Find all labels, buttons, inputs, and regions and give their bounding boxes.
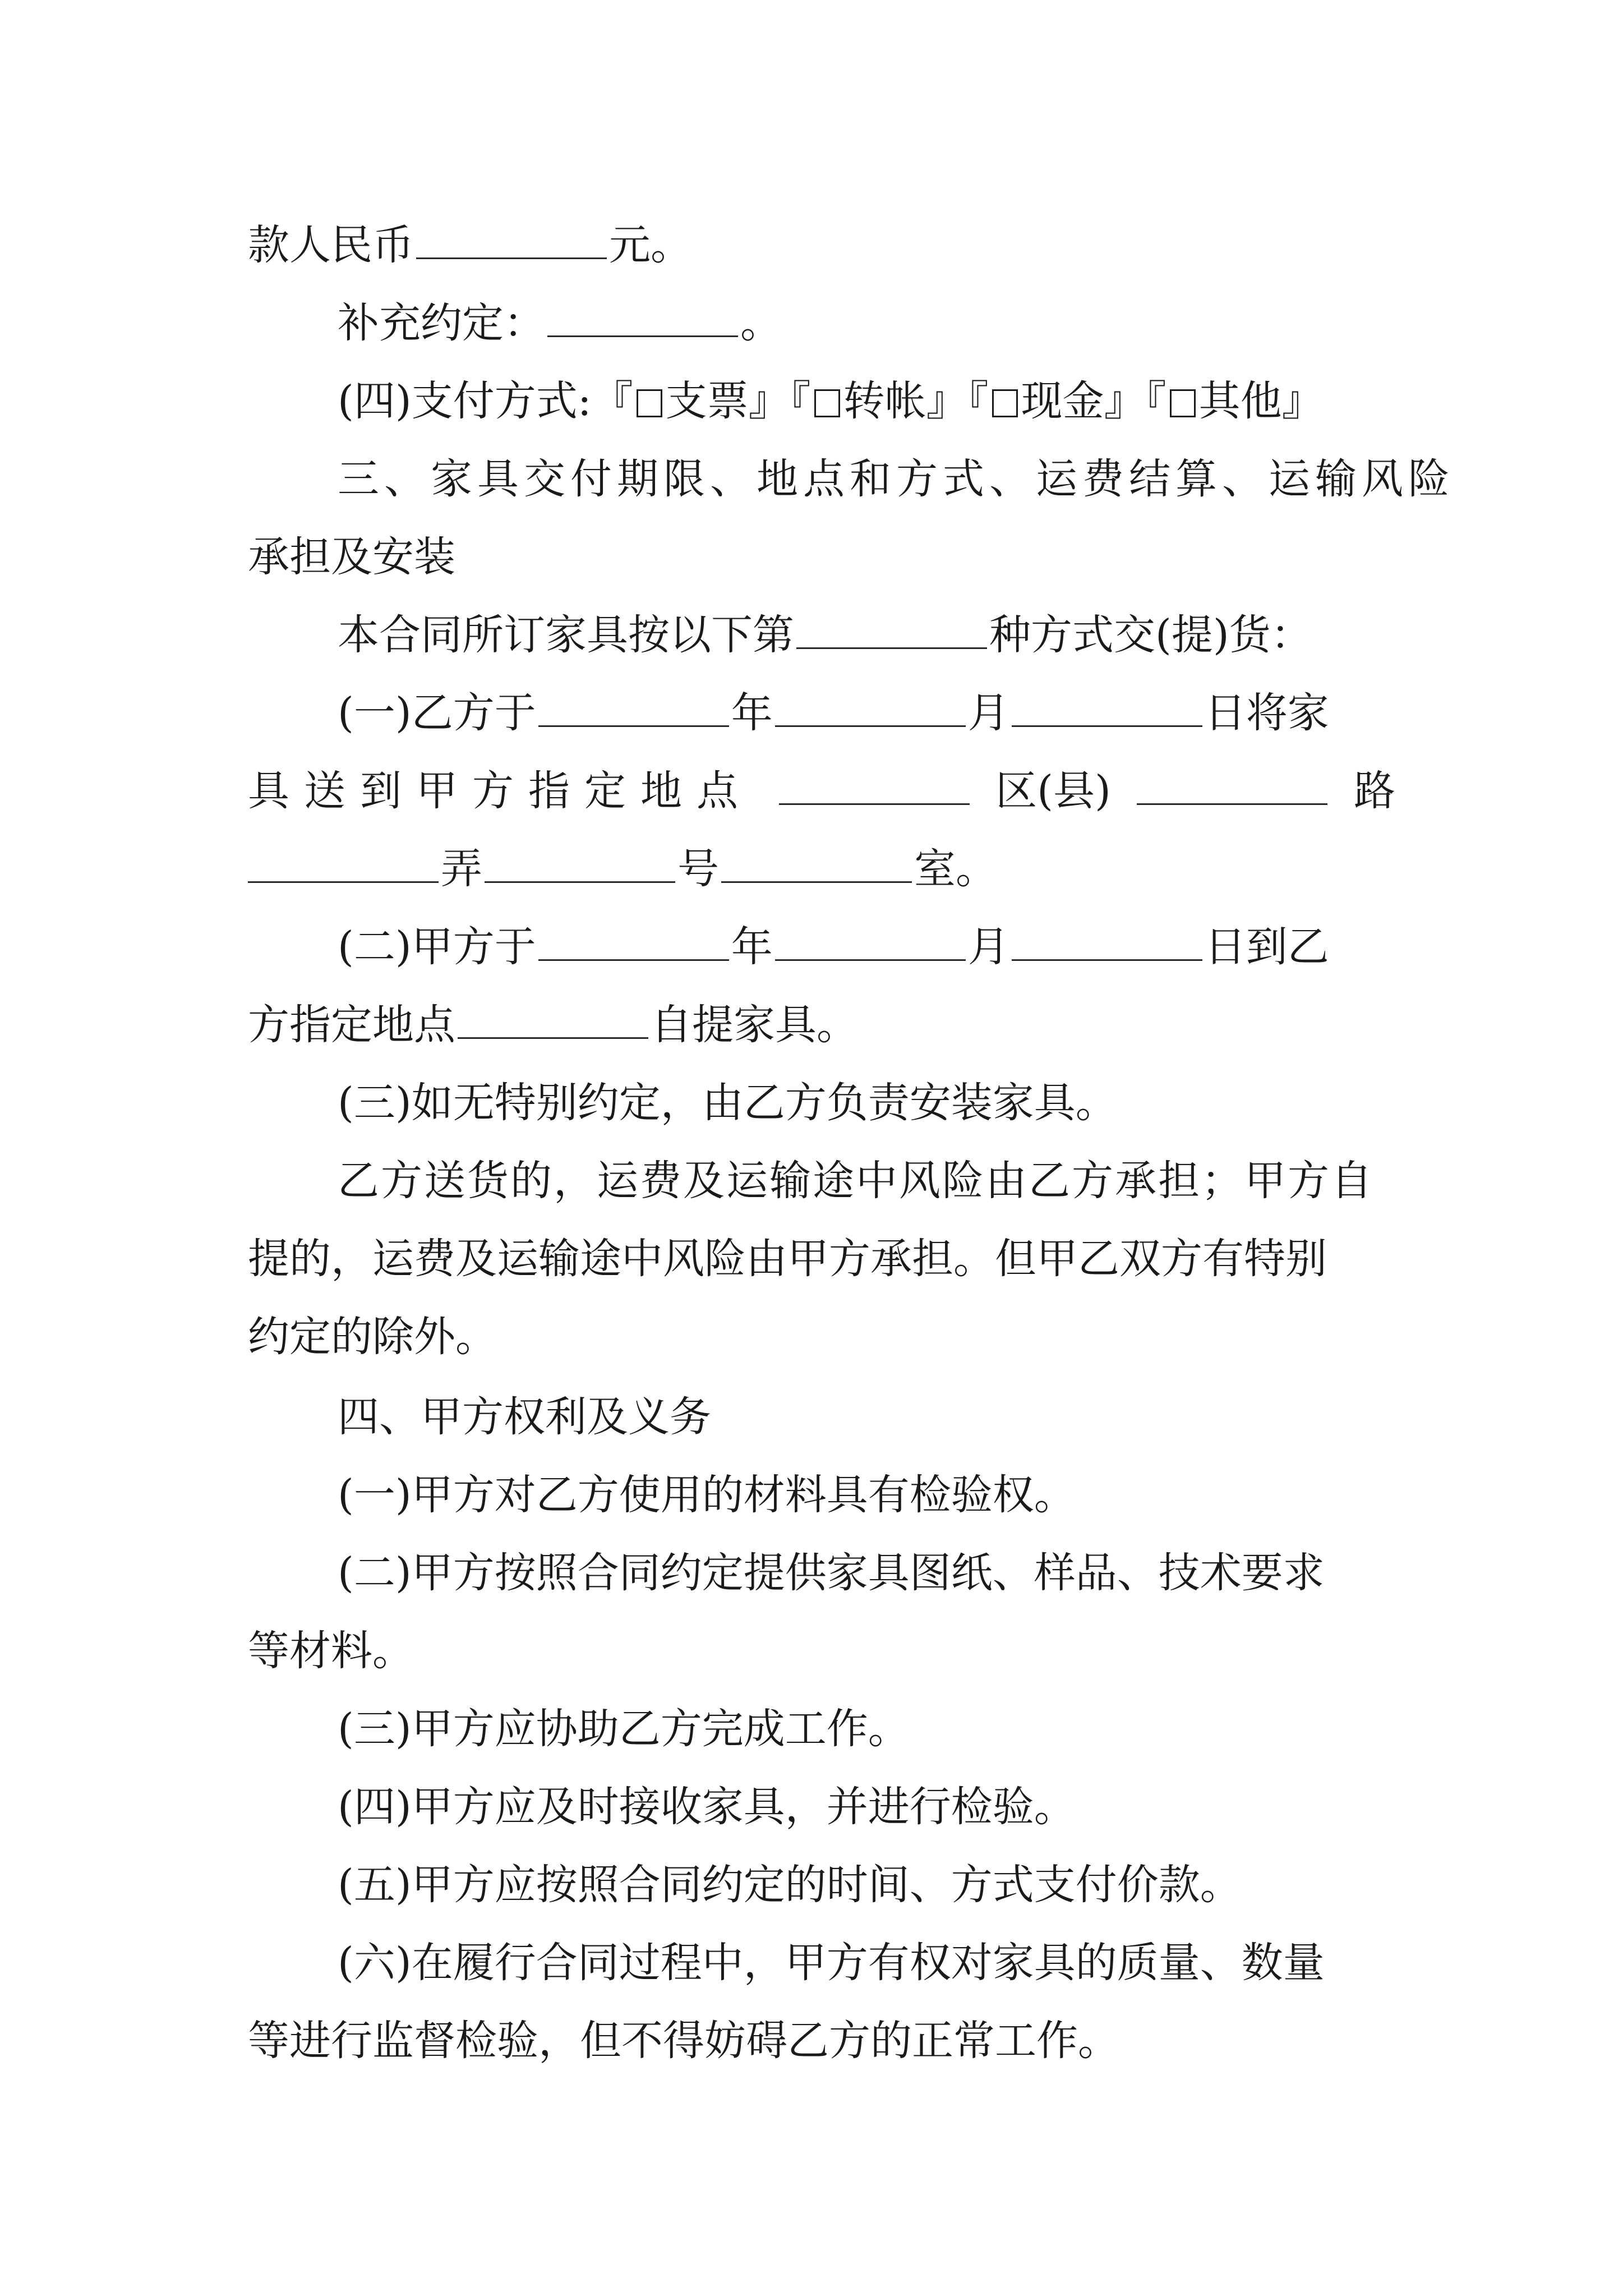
install-clause: (三)如无特别约定，由乙方负责安装家具。 [338, 1079, 1117, 1127]
text: 具送到甲方指定地点 [248, 767, 753, 815]
freight-clause-cont: 提的，运费及运输途中风险由甲方承担。但甲乙双方有特别 [248, 1235, 1327, 1283]
method-number-blank[interactable] [796, 613, 987, 649]
checkbox-cash[interactable] [992, 389, 1018, 417]
number-blank[interactable] [721, 846, 912, 883]
rights-item-5: (五)甲方应按照合同约定的时间、方式支付价款。 [338, 1861, 1242, 1909]
pickup-location-line [248, 986, 1395, 1064]
text: 年 [731, 923, 773, 971]
rights-item-3: (三)甲方应协助乙方完成工作。 [338, 1705, 910, 1753]
text: 号 [677, 845, 719, 893]
rights-item-2: (二)甲方按照合同约定提供家具图纸、样品、技术要求 [338, 1549, 1325, 1597]
day-blank[interactable] [1012, 691, 1202, 727]
lane-blank[interactable] [485, 846, 675, 883]
year-blank[interactable] [538, 924, 729, 961]
delivery-address-line [248, 752, 1395, 830]
text: 本合同所订家具按以下第 [338, 611, 794, 659]
section-heading-4: 四、甲方权利及义务 [338, 1393, 711, 1441]
text: 月 [967, 689, 1009, 737]
option-label: 其他 [1198, 377, 1282, 425]
text: (一)乙方于 [338, 689, 536, 737]
rights-item-4: (四)甲方应及时接收家具，并进行检验。 [338, 1783, 1076, 1831]
text: 路 [1354, 767, 1395, 815]
freight-clause: 乙方送货的，运费及运输途中风险由乙方承担；甲方自 [338, 1157, 1374, 1205]
text: 日将家 [1204, 689, 1329, 737]
option-label: 现金 [1021, 377, 1104, 425]
rights-item-1: (一)甲方对乙方使用的材料具有检验权。 [338, 1471, 1076, 1519]
rights-item-6-cont: 等进行监督检验，但不得妨碍乙方的正常工作。 [248, 2017, 1119, 2065]
day-blank[interactable] [1012, 924, 1202, 961]
delivery-method-line [248, 596, 1395, 674]
option-label: 转帐 [843, 377, 926, 425]
delivery-option-1-line [248, 674, 1395, 752]
document-page [248, 206, 1455, 2080]
checkbox-cheque[interactable] [637, 389, 662, 417]
rights-item-6: (六)在履行合同过程中，甲方有权对家具的质量、数量 [338, 1939, 1325, 1987]
checkbox-other[interactable] [1170, 389, 1196, 417]
delivery-address-line-2 [248, 830, 1395, 908]
month-blank[interactable] [775, 691, 966, 727]
text: 方指定地点 [248, 1001, 455, 1049]
checkbox-transfer[interactable] [814, 389, 840, 417]
text: (二)甲方于 [338, 923, 536, 971]
rights-item-2-cont: 等材料。 [248, 1627, 414, 1675]
text: (四)支付方式: [338, 377, 592, 425]
section-heading-3-cont: 承担及安装 [248, 533, 455, 581]
road-blank[interactable] [1137, 769, 1327, 805]
supplementary-agreement-line [248, 284, 1395, 362]
payment-method-line: (四)支付方式:『 支票』『 转帐』『 现金』『 其他』 [338, 377, 1324, 425]
text: 元。 [609, 221, 692, 269]
text: 款人民币 [248, 221, 414, 269]
delivery-option-2-line [248, 908, 1395, 986]
text: 日到乙 [1204, 923, 1329, 971]
text: 月 [967, 923, 1009, 971]
text: 补充约定： [338, 299, 545, 347]
text: 。 [740, 299, 782, 347]
text: 种方式交(提)货： [989, 611, 1312, 659]
amount-blank[interactable] [416, 223, 607, 259]
freight-clause-end: 约定的除外。 [248, 1313, 497, 1361]
section-heading-3: 三、家具交付期限、地点和方式、运费结算、运输风险 [338, 455, 1455, 503]
text: 室。 [914, 845, 997, 893]
text: 年 [731, 689, 773, 737]
text: 区(县) [995, 767, 1111, 815]
text: 弄 [441, 845, 482, 893]
district-blank[interactable] [779, 769, 970, 805]
supplement-blank[interactable] [547, 301, 738, 337]
location-blank[interactable] [458, 1002, 648, 1039]
year-blank[interactable] [538, 691, 729, 727]
month-blank[interactable] [775, 924, 966, 961]
road-name-blank[interactable] [248, 846, 439, 883]
option-label: 支票 [665, 377, 749, 425]
payment-amount-line [248, 206, 1395, 284]
text: 自提家具。 [651, 1001, 858, 1049]
